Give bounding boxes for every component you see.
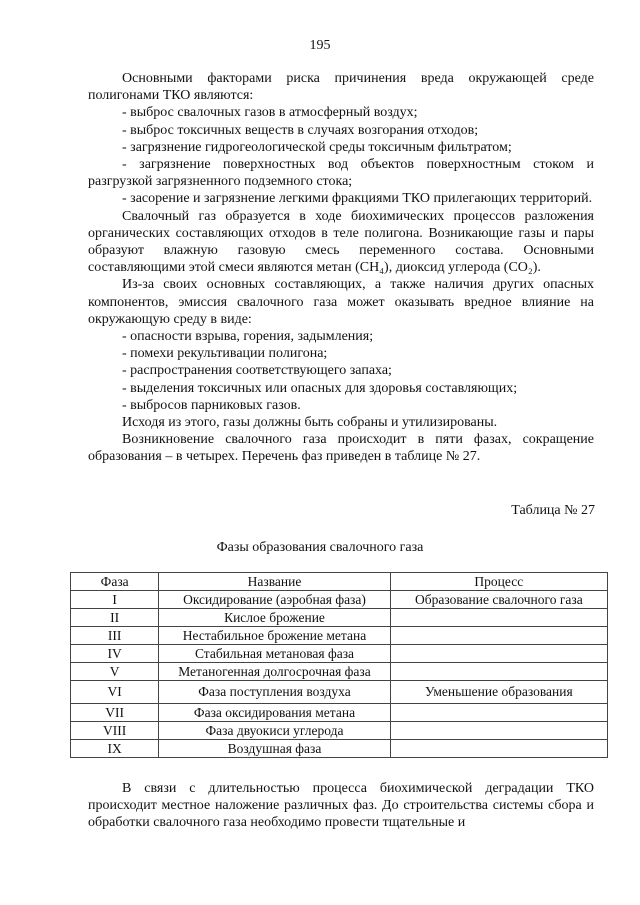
cell-phase: IV	[71, 645, 159, 663]
column-header-name: Название	[159, 573, 390, 591]
cell-phase: II	[71, 609, 159, 627]
cell-phase: IX	[71, 740, 159, 758]
table-row	[71, 681, 608, 704]
cell-name: Воздушная фаза	[159, 740, 390, 758]
cell-name: Нестабильное брожение метана	[159, 627, 390, 645]
list-item: - загрязнение гидрогеологической среды токсичным фильтратом;	[122, 139, 512, 155]
table-row	[71, 722, 608, 740]
table-row	[71, 663, 608, 681]
cell-process: Образование свалочного газа	[390, 591, 607, 609]
cell-name: Фаза двуокиси углерода	[159, 722, 390, 740]
cell-name: Кислое брожение	[159, 609, 390, 627]
cell-process	[390, 627, 607, 645]
paragraph-conclusion: Исходя из этого, газы должны быть собраны и утилизированы.	[122, 415, 498, 431]
cell-phase: III	[71, 627, 159, 645]
cell-process	[390, 609, 607, 627]
list-item: - опасности взрыва, горения, задымления;	[122, 329, 374, 345]
list-item: - засорение и загрязнение легкими фракциями ТКО прилегающих территорий.	[122, 191, 593, 207]
phases-table	[70, 572, 608, 758]
list-item: - выделения токсичных или опасных для здоровья составляющих;	[122, 380, 518, 396]
cell-name: Метаногенная долгосрочная фаза	[159, 663, 390, 681]
paragraph-emission: Из-за своих основных составляющих, а также наличия других опасных компонентов, эмиссия свалочного газа может оказывать вредное влияние на окружающую среду в виде:	[88, 277, 594, 327]
table-title: Фазы образования свалочного газа	[216, 540, 424, 555]
cell-process	[390, 740, 607, 758]
list-item: - распространения соответствующего запаха;	[122, 363, 392, 379]
cell-process: Уменьшение образования	[390, 681, 607, 704]
cell-phase: I	[71, 591, 159, 609]
list-item: - помехи рекультивации полигона;	[122, 346, 328, 362]
list-item: - выбросов парниковых газов.	[122, 397, 301, 413]
paragraph-closing: В связи с длительностью процесса биохимической деградации ТКО происходит местное наложение различных фаз. До строительства системы сбора и обработки свалочного газа необходимо провести тщательные и	[88, 781, 594, 831]
cell-name: Стабильная метановая фаза	[159, 645, 390, 663]
list-item: - выброс свалочных газов в атмосферный воздух;	[122, 105, 418, 121]
list-item: - загрязнение поверхностных вод объектов поверхностным стоком и разгрузкой загрязненного подземного стока;	[88, 157, 594, 190]
list-item: - выброс токсичных веществ в случаях возгорания отходов;	[122, 122, 479, 138]
cell-process	[390, 704, 607, 722]
table-row	[71, 609, 608, 627]
table-row	[71, 591, 608, 609]
cell-phase: VIII	[71, 722, 159, 740]
cell-name: Фаза поступления воздуха	[159, 681, 390, 704]
paragraph-phases-intro: Возникновение свалочного газа происходит в пяти фазах, сокращение образования – в четырех. Перечень фаз приведен в таблице № 27.	[88, 432, 594, 465]
cell-phase: VI	[71, 681, 159, 704]
table-header-row	[71, 573, 608, 591]
paragraph-landfill-gas: Свалочный газ образуется в ходе биохимических процессов разложения органических составляющих отходов в теле полигона. Возникающие газы и пары образуют влажную газовую смесь переменного состава. Основными составляющими этой смеси являются метан (CH₄), диоксид углерода (CO₂).	[88, 208, 594, 276]
table-row	[71, 645, 608, 663]
closing-text	[88, 780, 594, 832]
cell-phase: VII	[71, 704, 159, 722]
table-row	[71, 704, 608, 722]
cell-process	[390, 645, 607, 663]
paragraph-risk-factors: Основными факторами риска причинения вреда окружающей среде полигонами ТКО являются:	[88, 71, 594, 104]
cell-process	[390, 722, 607, 740]
table-label: Таблица № 27	[511, 503, 595, 518]
page-number: 195	[309, 38, 331, 53]
column-header-phase: Фаза	[71, 573, 159, 591]
cell-process	[390, 663, 607, 681]
cell-name: Оксидирование (аэробная фаза)	[159, 591, 390, 609]
body-text	[88, 70, 594, 466]
column-header-process: Процесс	[390, 573, 607, 591]
cell-name: Фаза оксидирования метана	[159, 704, 390, 722]
cell-phase: V	[71, 663, 159, 681]
table-row	[71, 740, 608, 758]
table-row	[71, 627, 608, 645]
